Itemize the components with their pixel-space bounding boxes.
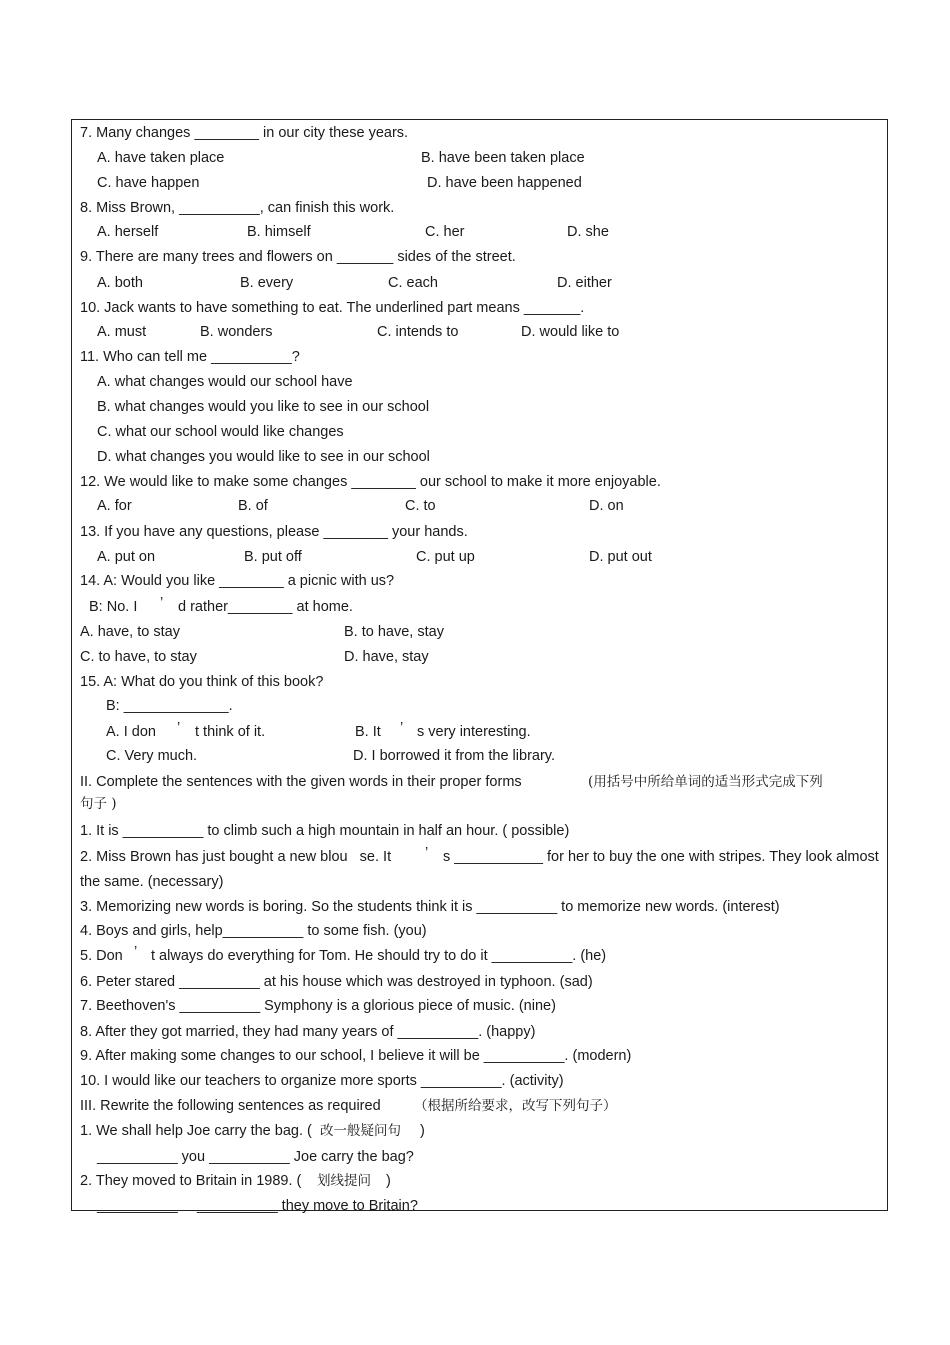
section2-sentence-3: 3. Memorizing new words is boring. So the students think it is __________ to memorize new words. (interest) <box>80 899 780 915</box>
section3-heading-cn: （根据所给要求，改写下列句子） <box>414 1098 617 1114</box>
q8-option-a: A. herself <box>97 224 159 240</box>
q12-option-d: D. on <box>589 498 624 514</box>
q15-b-line: B: _____________. <box>106 698 233 714</box>
q13-option-c: C. put up <box>416 549 475 565</box>
q8-option-c: C. her <box>425 224 465 240</box>
q11-stem: 11. Who can tell me __________? <box>80 349 300 365</box>
q12-option-a: A. for <box>97 498 132 514</box>
q10-stem: 10. Jack wants to have something to eat. The underlined part means _______. <box>80 300 585 316</box>
q8-option-b: B. himself <box>247 224 311 240</box>
q14-apostrophe: ’ <box>160 595 164 611</box>
q15-option-b-end: s very interesting. <box>417 724 531 740</box>
section2-sentence-6: 6. Peter stared __________ at his house which was destroyed in typhoon. (sad) <box>80 974 593 990</box>
section3-item-1-answer: __________ you __________ Joe carry the bag? <box>97 1149 414 1165</box>
section3-item-2-answer: __________ they move to Britain? <box>197 1198 418 1214</box>
section2-sentence-7: 7. Beethoven's __________ Symphony is a glorious piece of music. (nine) <box>80 998 556 1014</box>
q15-option-a-end: t think of it. <box>195 724 266 740</box>
q13-option-b: B. put off <box>244 549 302 565</box>
section2-sentence-10: 10. I would like our teachers to organize more sports __________. (activity) <box>80 1073 564 1089</box>
q14-option-c: C. to have, to stay <box>80 649 197 665</box>
q15-option-a-start: A. I don <box>106 724 156 740</box>
section2-sentence-5-apostrophe: ’ <box>134 944 138 960</box>
q9-option-c: C. each <box>388 275 438 291</box>
q9-option-b: B. every <box>240 275 294 291</box>
q11-option-a: A. what changes would our school have <box>97 374 353 390</box>
q10-option-a: A. must <box>97 324 147 340</box>
section2-sentence-2-cont: the same. (necessary) <box>80 874 224 890</box>
section2-sentence-4: 4. Boys and girls, help__________ to some fish. (you) <box>80 923 427 939</box>
q7-option-d: D. have been happened <box>427 175 582 191</box>
q14-b-line-start: B: No. I <box>89 599 138 615</box>
section3-item-2-requirement: 划线提问 <box>317 1173 371 1189</box>
q12-option-b: B. of <box>238 498 268 514</box>
section3-item-2-answer-blank: __________ <box>97 1198 178 1214</box>
section2-sentence-5-end: t always do everything for Tom. He should try to do it __________. (he) <box>151 948 607 964</box>
q10-option-c: C. intends to <box>377 324 459 340</box>
q13-option-a: A. put on <box>97 549 156 565</box>
q15-option-a-apostrophe: ’ <box>177 720 181 736</box>
q14-option-a: A. have, to stay <box>80 624 180 640</box>
q11-option-d: D. what changes you would like to see in our school <box>97 449 430 465</box>
q14-b-line-end: d rather________ at home. <box>178 599 353 615</box>
section2-heading-cn-cont: 句子 ) <box>80 796 117 812</box>
section3-item-2-close: ) <box>386 1173 391 1189</box>
section3-item-2: 2. They moved to Britain in 1989. ( <box>80 1173 302 1189</box>
q15-option-c: C. Very much. <box>106 748 198 764</box>
q8-option-d: D. she <box>567 224 609 240</box>
q15-option-b-apostrophe: ’ <box>400 720 404 736</box>
q15-option-b-start: B. It <box>355 724 381 740</box>
section2-sentence-2-start: 2. Miss Brown has just bought a new blou se. It <box>80 849 392 865</box>
section2-heading-cn: (用括号中所给单词的适当形式完成下列 <box>588 774 823 790</box>
q9-option-d: D. either <box>557 275 612 291</box>
q15-stem: 15. A: What do you think of this book? <box>80 674 324 690</box>
q10-option-d: D. would like to <box>521 324 620 340</box>
section2-heading: II. Complete the sentences with the given words in their proper forms <box>80 774 522 790</box>
q7-option-b: B. have been taken place <box>421 150 585 166</box>
q7-option-a: A. have taken place <box>97 150 225 166</box>
section2-sentence-2-end: s ___________ for her to buy the one with stripes. They look almost <box>443 849 879 865</box>
q9-stem: 9. There are many trees and flowers on _______ sides of the street. <box>80 249 516 265</box>
q13-stem: 13. If you have any questions, please ________ your hands. <box>80 524 468 540</box>
q11-option-b: B. what changes would you like to see in our school <box>97 399 430 415</box>
section2-sentence-8: 8. After they got married, they had many years of __________. (happy) <box>80 1024 536 1040</box>
section2-sentence-5-start: 5. Don <box>80 948 123 964</box>
section3-heading: III. Rewrite the following sentences as required <box>80 1098 381 1114</box>
q8-stem: 8. Miss Brown, __________, can finish this work. <box>80 200 395 216</box>
q13-option-d: D. put out <box>589 549 652 565</box>
q11-option-c: C. what our school would like changes <box>97 424 344 440</box>
section3-item-1-requirement: 改一般疑问句 <box>320 1123 401 1139</box>
q14-option-b: B. to have, stay <box>344 624 444 640</box>
q15-option-d: D. I borrowed it from the library. <box>353 748 555 764</box>
q7-option-c: C. have happen <box>97 175 200 191</box>
section2-sentence-9: 9. After making some changes to our school, I believe it will be __________. (modern) <box>80 1048 632 1064</box>
q10-option-b: B. wonders <box>200 324 273 340</box>
q12-stem: 12. We would like to make some changes ________ our school to make it more enjoyable. <box>80 474 661 490</box>
section3-item-1-close: ) <box>420 1123 425 1139</box>
section3-item-1: 1. We shall help Joe carry the bag. ( <box>80 1123 312 1139</box>
q7-stem: 7. Many changes ________ in our city these years. <box>80 125 409 141</box>
q12-option-c: C. to <box>405 498 436 514</box>
section2-sentence-2-apostrophe: ’ <box>425 845 429 861</box>
q9-option-a: A. both <box>97 275 143 291</box>
q14-option-d: D. have, stay <box>344 649 429 665</box>
section2-sentence-1: 1. It is __________ to climb such a high mountain in half an hour. ( possible) <box>80 823 570 839</box>
q14-stem: 14. A: Would you like ________ a picnic with us? <box>80 573 395 589</box>
